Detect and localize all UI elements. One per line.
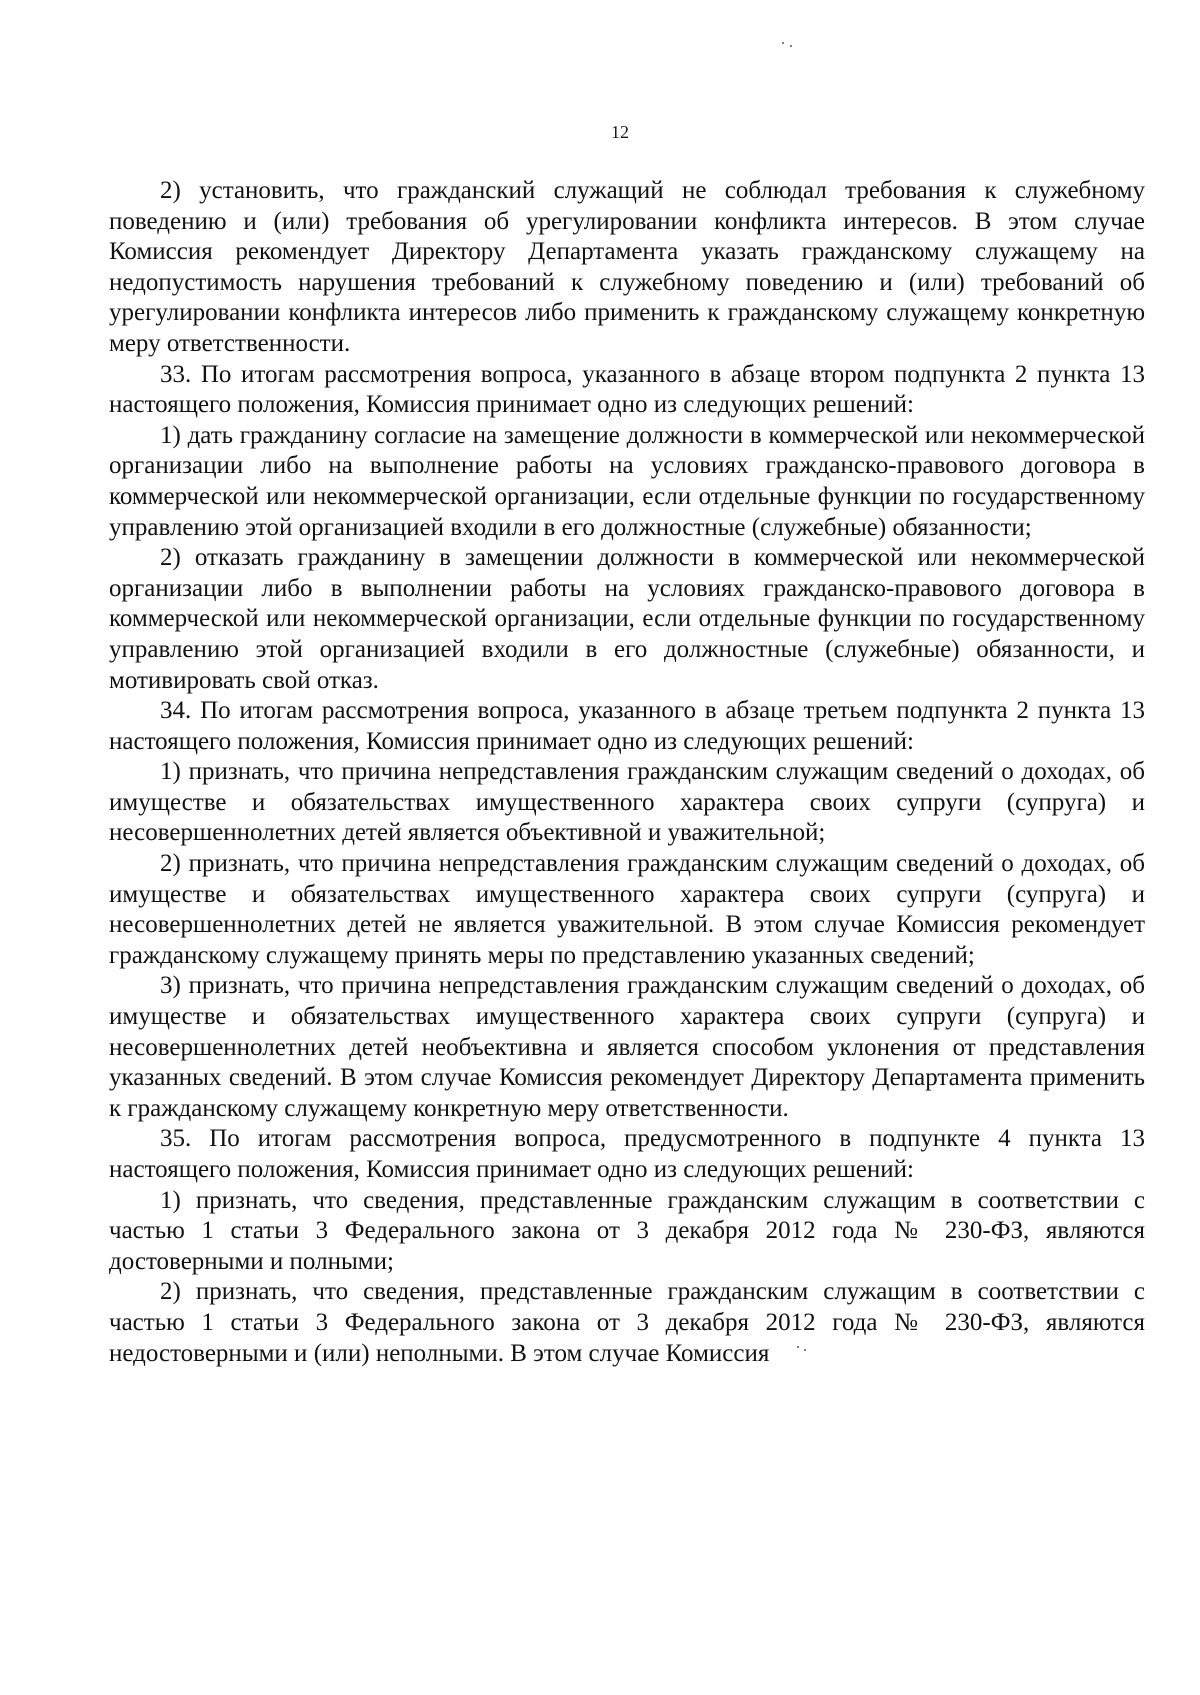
paragraph-35: 35. По итогам рассмотрения вопроса, предусмотренного в подпункте 4 пункта 13 настоящего положения, Комиссия принимает одно из следующих решений:: [109, 1125, 1145, 1183]
paragraph-33-item-1: 1) дать гражданину согласие на замещение должности в коммерческой или некоммерческой организации либо на выполнение работы на условиях гражданско-правового договора в коммерческой или некоммерческой организации, если отдельные функции по государственному управлению этой организацией входили в его должностные (служебные) обязанности;: [109, 421, 1145, 541]
paragraph-35-item-1: 1) признать, что сведения, представленные гражданским служащим в соответствии с частью 1 статьи 3 Федерального закона от 3 декабря 2012 года № 230-ФЗ, являются достоверными и полными;: [109, 1186, 1145, 1275]
paragraph-33-item-2: 2) отказать гражданину в замещении должности в коммерческой или некоммерческой организации либо в выполнении работы на условиях гражданско-правового договора в коммерческой или некоммерческой организации, если отдельные функции по государственному управлению этой организацией входили в его должностные (служебные) обязанности, и мотивировать свой отказ.: [109, 544, 1145, 694]
paragraph-35-item-2: 2) признать, что сведения, представленные гражданским служащим в соответствии с частью 1 статьи 3 Федерального закона от 3 декабря 2012 года № 230-ФЗ, являются недостоверными и (или) неполными. В этом случае Комиссия: [109, 1278, 1145, 1367]
document-body: [109, 176, 1145, 1369]
paragraph-32-item-2: 2) установить, что гражданский служащий не соблюдал требования к служебному поведению и (или) требования об урегулировании конфликта интересов. В этом случае Комиссия рекомендует Директору Департамента указать гражданскому служащему на недопустимость нарушения требований к служебному поведению и (или) требований об урегулировании конфликта интересов либо применить к гражданскому служащему конкретную меру ответственности.: [109, 177, 1145, 357]
paragraph-34: 34. По итогам рассмотрения вопроса, указанного в абзаце третьем подпункта 2 пункта 13 настоящего положения, Комиссия принимает одно из следующих решений:: [109, 697, 1145, 755]
paragraph-34-item-3: 3) признать, что причина непредставления гражданским служащим сведений о доходах, об имуществе и обязательствах имущественного характера своих супруги (супруга) и несовершеннолетних детей необъективна и является способом уклонения от представления указанных сведений. В этом случае Комиссия рекомендует Директору Департамента применить к гражданскому служащему конкретную меру ответственности.: [109, 972, 1145, 1122]
paragraph-33: 33. По итогам рассмотрения вопроса, указанного в абзаце втором подпункта 2 пункта 13 настоящего положения, Комиссия принимает одно из следующих решений:: [109, 360, 1145, 419]
page-number: 12: [611, 122, 629, 142]
scan-speck: [782, 42, 784, 44]
paragraph-34-item-2: 2) признать, что причина непредставления гражданским служащим сведений о доходах, об имуществе и обязательствах имущественного характера своих супруги (супруга) и несовершеннолетних детей не является уважительной. В этом случае Комиссия рекомендует гражданскому служащему принять меры по представлению указанных сведений;: [109, 850, 1145, 969]
scan-speck: [790, 45, 792, 47]
paragraph-34-item-1: 1) признать, что причина непредставления гражданским служащим сведений о доходах, об имуществе и обязательствах имущественного характера своих супруги (супруга) и несовершеннолетних детей является объективной и уважительной;: [109, 758, 1145, 847]
